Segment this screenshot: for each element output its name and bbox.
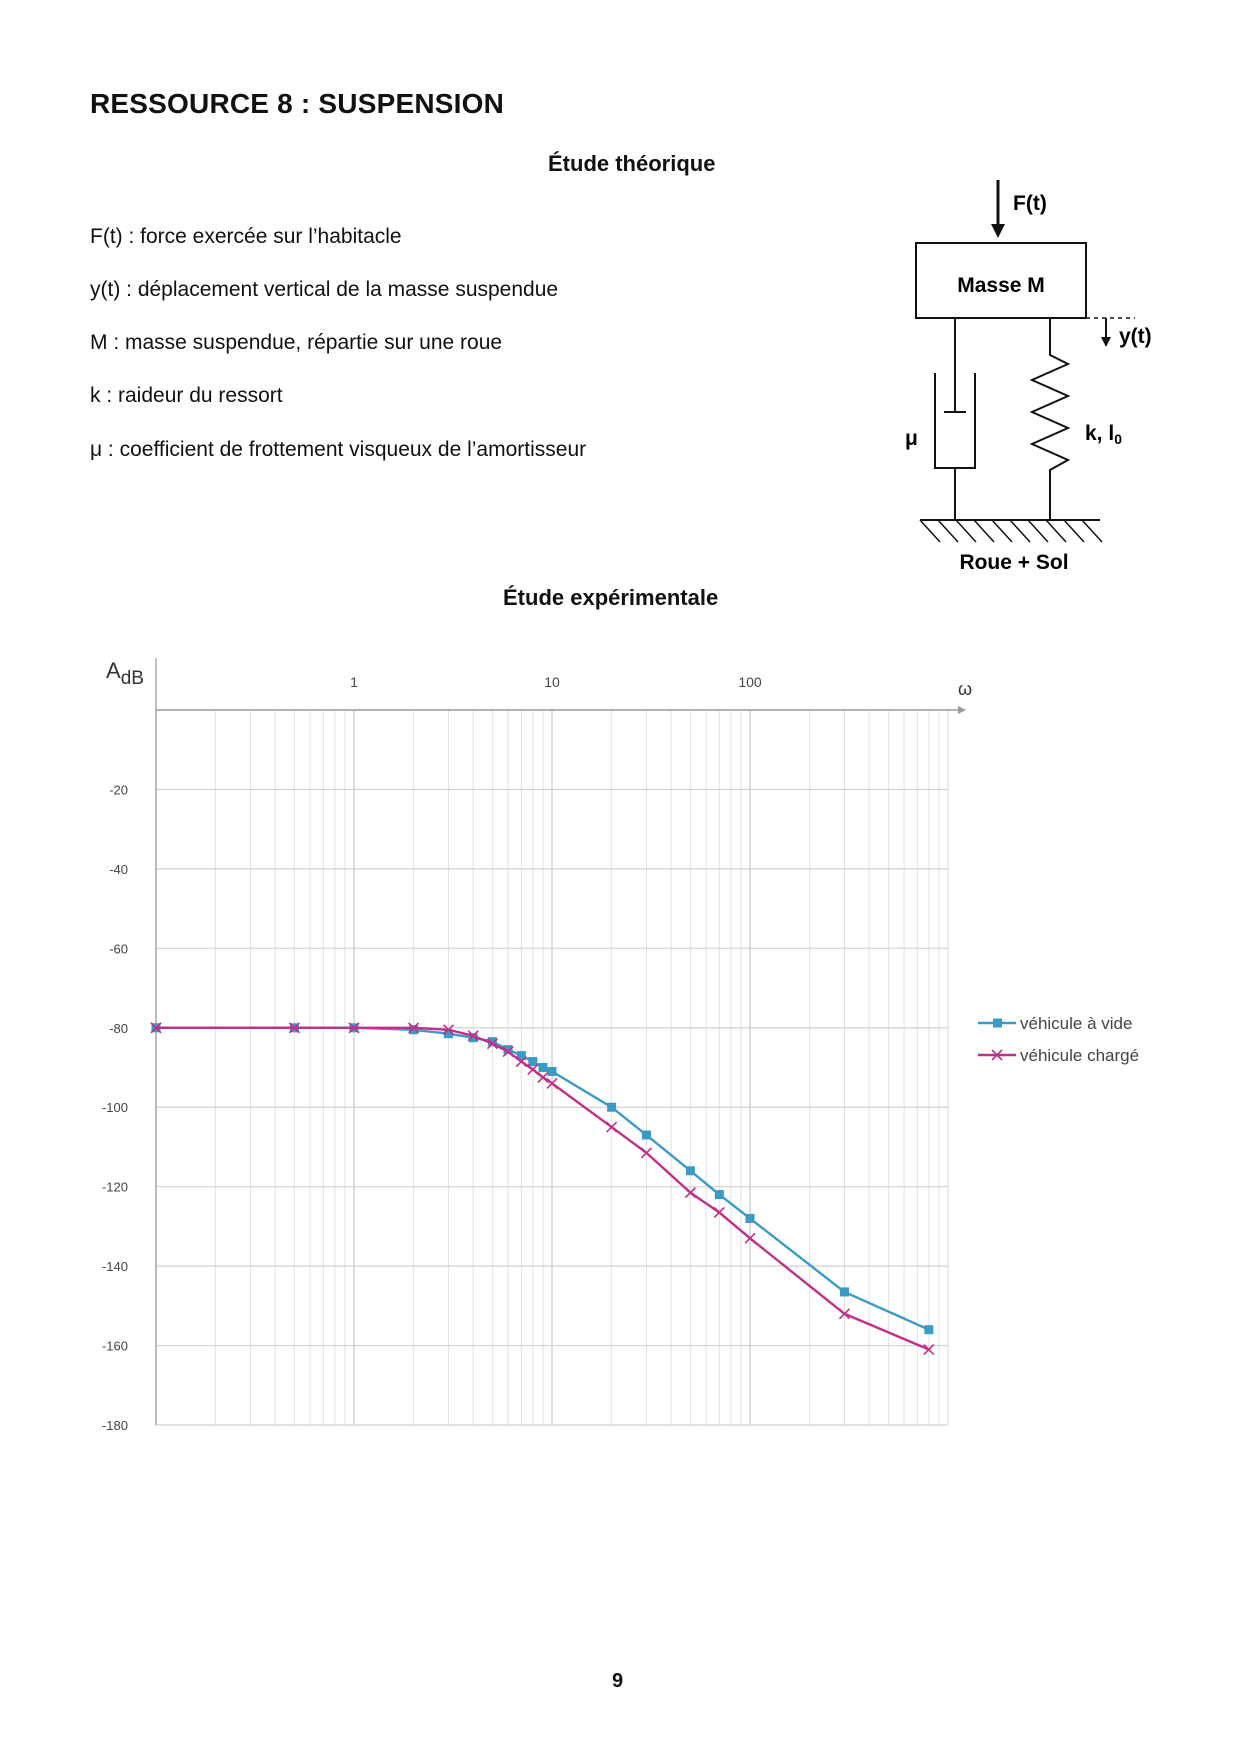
spring-label: k, l0 [1085, 422, 1122, 447]
chart-tick-labels [102, 674, 762, 1433]
data-point-square [924, 1325, 933, 1334]
x-axis-label: ω [958, 679, 973, 699]
y-tick-label: -80 [109, 1020, 128, 1036]
chart-legend [978, 1014, 1139, 1065]
displacement-label: y(t) [1119, 325, 1152, 348]
page-title: RESSOURCE 8 : SUSPENSION [90, 88, 504, 119]
spring [1032, 318, 1068, 520]
definition-damping: μ : coefficient de frottement visqueux de l’amortisseur [90, 438, 587, 461]
y-axis-label: AdB [106, 658, 144, 689]
y-tick-label: -100 [101, 1100, 128, 1116]
force-label: F(t) [1013, 192, 1047, 215]
legend-marker-square [993, 1019, 1002, 1028]
data-point-square [607, 1103, 616, 1112]
data-point-square [548, 1067, 557, 1076]
data-point-square [538, 1063, 547, 1072]
definition-force: F(t) : force exercée sur l’habitacle [90, 225, 402, 248]
page-number: 9 [612, 1670, 624, 1692]
data-point-square [642, 1131, 651, 1140]
data-point-square [686, 1166, 695, 1175]
damper-label: μ [905, 427, 918, 450]
x-tick-label: 10 [544, 674, 560, 690]
mass-label: Masse M [957, 274, 1045, 297]
legend-label: véhicule chargé [1020, 1046, 1140, 1065]
bode-magnitude-chart [90, 650, 1170, 1440]
definition-mass: M : masse suspendue, répartie sur une roue [90, 331, 503, 354]
data-point-square [528, 1057, 537, 1066]
displacement-arrowhead [1101, 337, 1111, 347]
suspension-diagram [890, 180, 1170, 580]
y-tick-label: -140 [101, 1259, 128, 1275]
data-point-square [746, 1214, 755, 1223]
data-point-square [840, 1287, 849, 1296]
y-tick-label: -60 [109, 941, 128, 957]
definition-stiffness: k : raideur du ressort [90, 384, 283, 407]
experiment-section-title: Étude expérimentale [503, 585, 719, 610]
y-tick-label: -160 [101, 1338, 128, 1354]
chart-axes [106, 658, 972, 1425]
series-line [156, 1028, 929, 1330]
force-arrowhead [991, 224, 1005, 238]
y-tick-label: -20 [109, 782, 128, 798]
x-axis-arrowhead [958, 706, 966, 714]
theory-section-title: Étude théorique [548, 151, 716, 176]
y-tick-label: -40 [109, 861, 128, 877]
x-tick-label: 100 [738, 674, 762, 690]
x-tick-label: 1 [350, 674, 358, 690]
data-point-square [715, 1190, 724, 1199]
damper [935, 318, 975, 520]
ground-label: Roue + Sol [959, 551, 1069, 574]
definition-displacement: y(t) : déplacement vertical de la masse suspendue [90, 278, 559, 301]
chart-series [151, 1023, 934, 1355]
legend-label: véhicule à vide [1020, 1014, 1133, 1033]
y-tick-label: -120 [101, 1179, 128, 1195]
ground [920, 520, 1102, 542]
y-tick-label: -180 [101, 1418, 128, 1433]
